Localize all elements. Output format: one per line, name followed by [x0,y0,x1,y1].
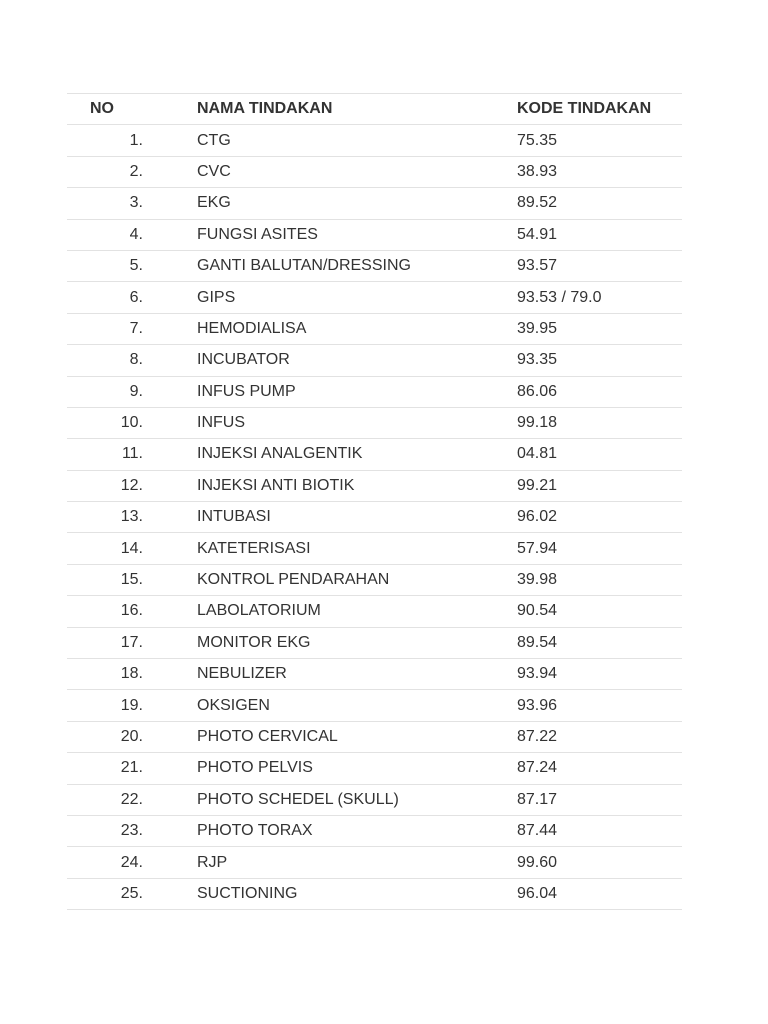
row-nama-tindakan: RJP [197,847,517,878]
table-row [67,156,682,187]
row-nama-tindakan: INTUBASI [197,502,517,533]
row-kode-tindakan: 39.95 [517,313,682,344]
table-row [67,564,682,595]
table-row [67,345,682,376]
table-row [67,439,682,470]
row-nama-tindakan: EKG [197,188,517,219]
row-kode-tindakan: 93.57 [517,250,682,281]
row-kode-tindakan: 96.02 [517,502,682,533]
row-kode-tindakan: 54.91 [517,219,682,250]
row-number: 9. [67,376,197,407]
row-kode-tindakan: 04.81 [517,439,682,470]
table-row [67,721,682,752]
row-nama-tindakan: GANTI BALUTAN/DRESSING [197,250,517,281]
table-row [67,313,682,344]
row-nama-tindakan: INFUS [197,407,517,438]
tindakan-table [67,93,682,910]
row-number: 5. [67,250,197,281]
row-kode-tindakan: 87.17 [517,784,682,815]
row-kode-tindakan: 93.35 [517,345,682,376]
row-nama-tindakan: CVC [197,156,517,187]
table-row [67,753,682,784]
table-row [67,878,682,909]
row-nama-tindakan: CTG [197,125,517,156]
header-nama-tindakan: NAMA TINDAKAN [197,94,517,125]
row-number: 12. [67,470,197,501]
row-nama-tindakan: INJEKSI ANALGENTIK [197,439,517,470]
row-kode-tindakan: 89.52 [517,188,682,219]
row-number: 8. [67,345,197,376]
row-number: 6. [67,282,197,313]
row-number: 15. [67,564,197,595]
row-number: 18. [67,659,197,690]
row-kode-tindakan: 57.94 [517,533,682,564]
row-number: 13. [67,502,197,533]
table-row [67,282,682,313]
row-number: 16. [67,596,197,627]
table-row [67,596,682,627]
row-number: 20. [67,721,197,752]
row-nama-tindakan: HEMODIALISA [197,313,517,344]
row-kode-tindakan: 75.35 [517,125,682,156]
row-kode-tindakan: 39.98 [517,564,682,595]
row-nama-tindakan: KONTROL PENDARAHAN [197,564,517,595]
table-header-row [67,94,682,125]
table-row [67,407,682,438]
table-row [67,376,682,407]
row-number: 11. [67,439,197,470]
row-kode-tindakan: 87.24 [517,753,682,784]
row-kode-tindakan: 99.18 [517,407,682,438]
table-row [67,815,682,846]
row-number: 24. [67,847,197,878]
row-number: 22. [67,784,197,815]
row-number: 7. [67,313,197,344]
table-row [67,219,682,250]
table-body [67,125,682,910]
table-row [67,784,682,815]
table-row [67,690,682,721]
row-number: 2. [67,156,197,187]
table-row [67,847,682,878]
row-number: 19. [67,690,197,721]
row-kode-tindakan: 93.53 / 79.0 [517,282,682,313]
row-nama-tindakan: PHOTO SCHEDEL (SKULL) [197,784,517,815]
row-number: 10. [67,407,197,438]
table-row [67,502,682,533]
row-nama-tindakan: FUNGSI ASITES [197,219,517,250]
table-row [67,250,682,281]
row-number: 23. [67,815,197,846]
row-nama-tindakan: SUCTIONING [197,878,517,909]
table-row [67,125,682,156]
row-kode-tindakan: 90.54 [517,596,682,627]
row-kode-tindakan: 38.93 [517,156,682,187]
row-kode-tindakan: 89.54 [517,627,682,658]
row-number: 14. [67,533,197,564]
table-row [67,627,682,658]
row-kode-tindakan: 99.21 [517,470,682,501]
row-number: 3. [67,188,197,219]
row-nama-tindakan: GIPS [197,282,517,313]
row-nama-tindakan: PHOTO TORAX [197,815,517,846]
row-nama-tindakan: KATETERISASI [197,533,517,564]
table-row [67,188,682,219]
table-row [67,659,682,690]
row-number: 17. [67,627,197,658]
row-number: 25. [67,878,197,909]
row-nama-tindakan: LABOLATORIUM [197,596,517,627]
row-nama-tindakan: INJEKSI ANTI BIOTIK [197,470,517,501]
row-kode-tindakan: 87.22 [517,721,682,752]
row-number: 4. [67,219,197,250]
row-nama-tindakan: MONITOR EKG [197,627,517,658]
row-kode-tindakan: 87.44 [517,815,682,846]
header-kode-tindakan: KODE TINDAKAN [517,94,682,125]
table-row [67,470,682,501]
header-no: NO [67,94,197,125]
row-number: 1. [67,125,197,156]
row-number: 21. [67,753,197,784]
row-nama-tindakan: OKSIGEN [197,690,517,721]
row-nama-tindakan: PHOTO CERVICAL [197,721,517,752]
row-nama-tindakan: NEBULIZER [197,659,517,690]
row-kode-tindakan: 99.60 [517,847,682,878]
row-kode-tindakan: 96.04 [517,878,682,909]
table-row [67,533,682,564]
row-nama-tindakan: INFUS PUMP [197,376,517,407]
row-nama-tindakan: PHOTO PELVIS [197,753,517,784]
row-nama-tindakan: INCUBATOR [197,345,517,376]
row-kode-tindakan: 86.06 [517,376,682,407]
row-kode-tindakan: 93.94 [517,659,682,690]
row-kode-tindakan: 93.96 [517,690,682,721]
